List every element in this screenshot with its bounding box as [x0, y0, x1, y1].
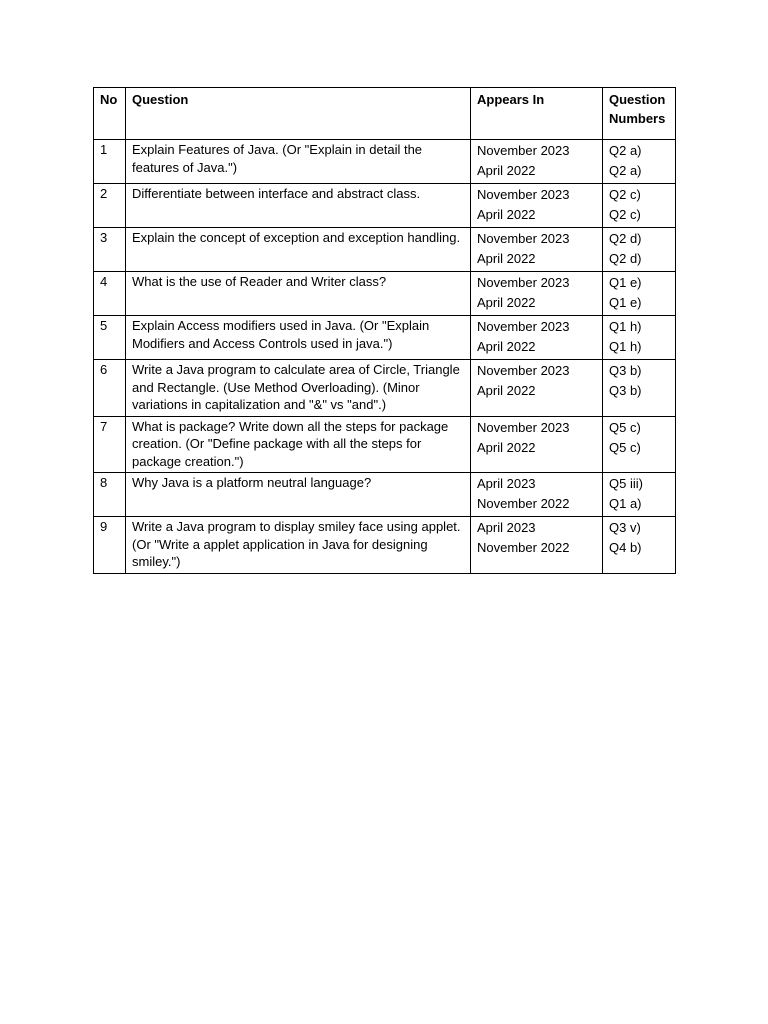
cell-question: What is the use of Reader and Writer class?	[126, 272, 471, 316]
appears-in-entry: April 2022	[477, 295, 536, 310]
cell-no: 2	[94, 184, 126, 228]
appears-in-entry: November 2022	[477, 540, 570, 555]
question-number-entry: Q2 d)	[609, 251, 642, 266]
appears-in-entry: November 2022	[477, 496, 570, 511]
cell-question: Write a Java program to display smiley face using applet. (Or "Write a applet application in Java for designing smiley.")	[126, 517, 471, 574]
cell-question-numbers	[603, 416, 676, 473]
cell-appears-in	[471, 360, 603, 417]
appears-in-entry: April 2022	[477, 383, 536, 398]
question-number-entry: Q1 a)	[609, 496, 642, 511]
table-row	[94, 416, 676, 473]
header-question-numbers	[603, 88, 676, 140]
table-row	[94, 316, 676, 360]
table-row	[94, 473, 676, 517]
header-no: No	[94, 88, 126, 140]
appears-in-entry: November 2023	[477, 419, 570, 435]
appears-in-entry: April 2022	[477, 207, 536, 222]
cell-question: Why Java is a platform neutral language?	[126, 473, 471, 517]
appears-in-entry: November 2023	[477, 275, 570, 290]
cell-appears-in	[471, 517, 603, 574]
cell-no: 5	[94, 316, 126, 360]
cell-appears-in	[471, 416, 603, 473]
cell-appears-in	[471, 473, 603, 517]
question-number-entry: Q3 b)	[609, 363, 642, 378]
header-question-numbers-line1: Question	[609, 92, 666, 107]
cell-question: Write a Java program to calculate area of Circle, Triangle and Rectangle. (Use Method Overloading). (Minor variations in capitalization and "&" vs "and".)	[126, 360, 471, 417]
appears-in-entry: April 2022	[477, 251, 536, 266]
questions-table	[93, 87, 676, 574]
appears-in-entry: November 2023	[477, 187, 570, 202]
cell-question: Explain Access modifiers used in Java. (Or "Explain Modifiers and Access Controls used in java.")	[126, 316, 471, 360]
appears-in-entry: November 2023	[477, 319, 570, 334]
header-question: Question	[126, 88, 471, 140]
cell-question: Differentiate between interface and abstract class.	[126, 184, 471, 228]
appears-in-entry: November 2023	[477, 231, 570, 246]
question-number-entry: Q2 d)	[609, 231, 642, 246]
header-appears-in: Appears In	[471, 88, 603, 140]
cell-no: 6	[94, 360, 126, 417]
question-number-entry: Q4 b)	[609, 540, 642, 555]
question-number-entry: Q2 a)	[609, 163, 642, 178]
cell-question-numbers	[603, 272, 676, 316]
question-number-entry: Q2 a)	[609, 143, 642, 158]
cell-question-numbers	[603, 360, 676, 417]
cell-question: Explain Features of Java. (Or "Explain in detail the features of Java.")	[126, 140, 471, 184]
appears-in-entry: November 2023	[477, 143, 570, 158]
cell-appears-in	[471, 140, 603, 184]
appears-in-entry: April 2022	[477, 439, 536, 455]
question-number-entry: Q5 c)	[609, 419, 641, 435]
table-row	[94, 360, 676, 417]
cell-no: 7	[94, 416, 126, 473]
cell-question-numbers	[603, 473, 676, 517]
cell-appears-in	[471, 184, 603, 228]
question-number-entry: Q5 iii)	[609, 476, 643, 491]
cell-no: 4	[94, 272, 126, 316]
cell-appears-in	[471, 228, 603, 272]
cell-question-numbers	[603, 228, 676, 272]
question-number-entry: Q1 h)	[609, 319, 642, 334]
table-row	[94, 140, 676, 184]
table-row	[94, 184, 676, 228]
cell-appears-in	[471, 316, 603, 360]
appears-in-entry: November 2023	[477, 363, 570, 378]
cell-question-numbers	[603, 517, 676, 574]
appears-in-entry: April 2022	[477, 163, 536, 178]
question-number-entry: Q2 c)	[609, 207, 641, 222]
question-number-entry: Q2 c)	[609, 187, 641, 202]
question-number-entry: Q1 e)	[609, 295, 642, 310]
cell-no: 3	[94, 228, 126, 272]
cell-question: Explain the concept of exception and exception handling.	[126, 228, 471, 272]
cell-no: 1	[94, 140, 126, 184]
appears-in-entry: April 2023	[477, 476, 536, 491]
question-number-entry: Q3 v)	[609, 520, 641, 535]
table-row	[94, 272, 676, 316]
cell-appears-in	[471, 272, 603, 316]
cell-no: 8	[94, 473, 126, 517]
table-header-row	[94, 88, 676, 140]
cell-question-numbers	[603, 140, 676, 184]
question-number-entry: Q3 b)	[609, 383, 642, 398]
table-row	[94, 517, 676, 574]
appears-in-entry: April 2022	[477, 339, 536, 354]
cell-question: What is package? Write down all the steps for package creation. (Or "Define package with all the steps for package creation.")	[126, 416, 471, 473]
cell-question-numbers	[603, 316, 676, 360]
question-number-entry: Q5 c)	[609, 439, 641, 455]
table-row	[94, 228, 676, 272]
header-question-numbers-line2: Numbers	[609, 111, 666, 126]
question-number-entry: Q1 h)	[609, 339, 642, 354]
cell-no: 9	[94, 517, 126, 574]
question-number-entry: Q1 e)	[609, 275, 642, 290]
cell-question-numbers	[603, 184, 676, 228]
appears-in-entry: April 2023	[477, 520, 536, 535]
